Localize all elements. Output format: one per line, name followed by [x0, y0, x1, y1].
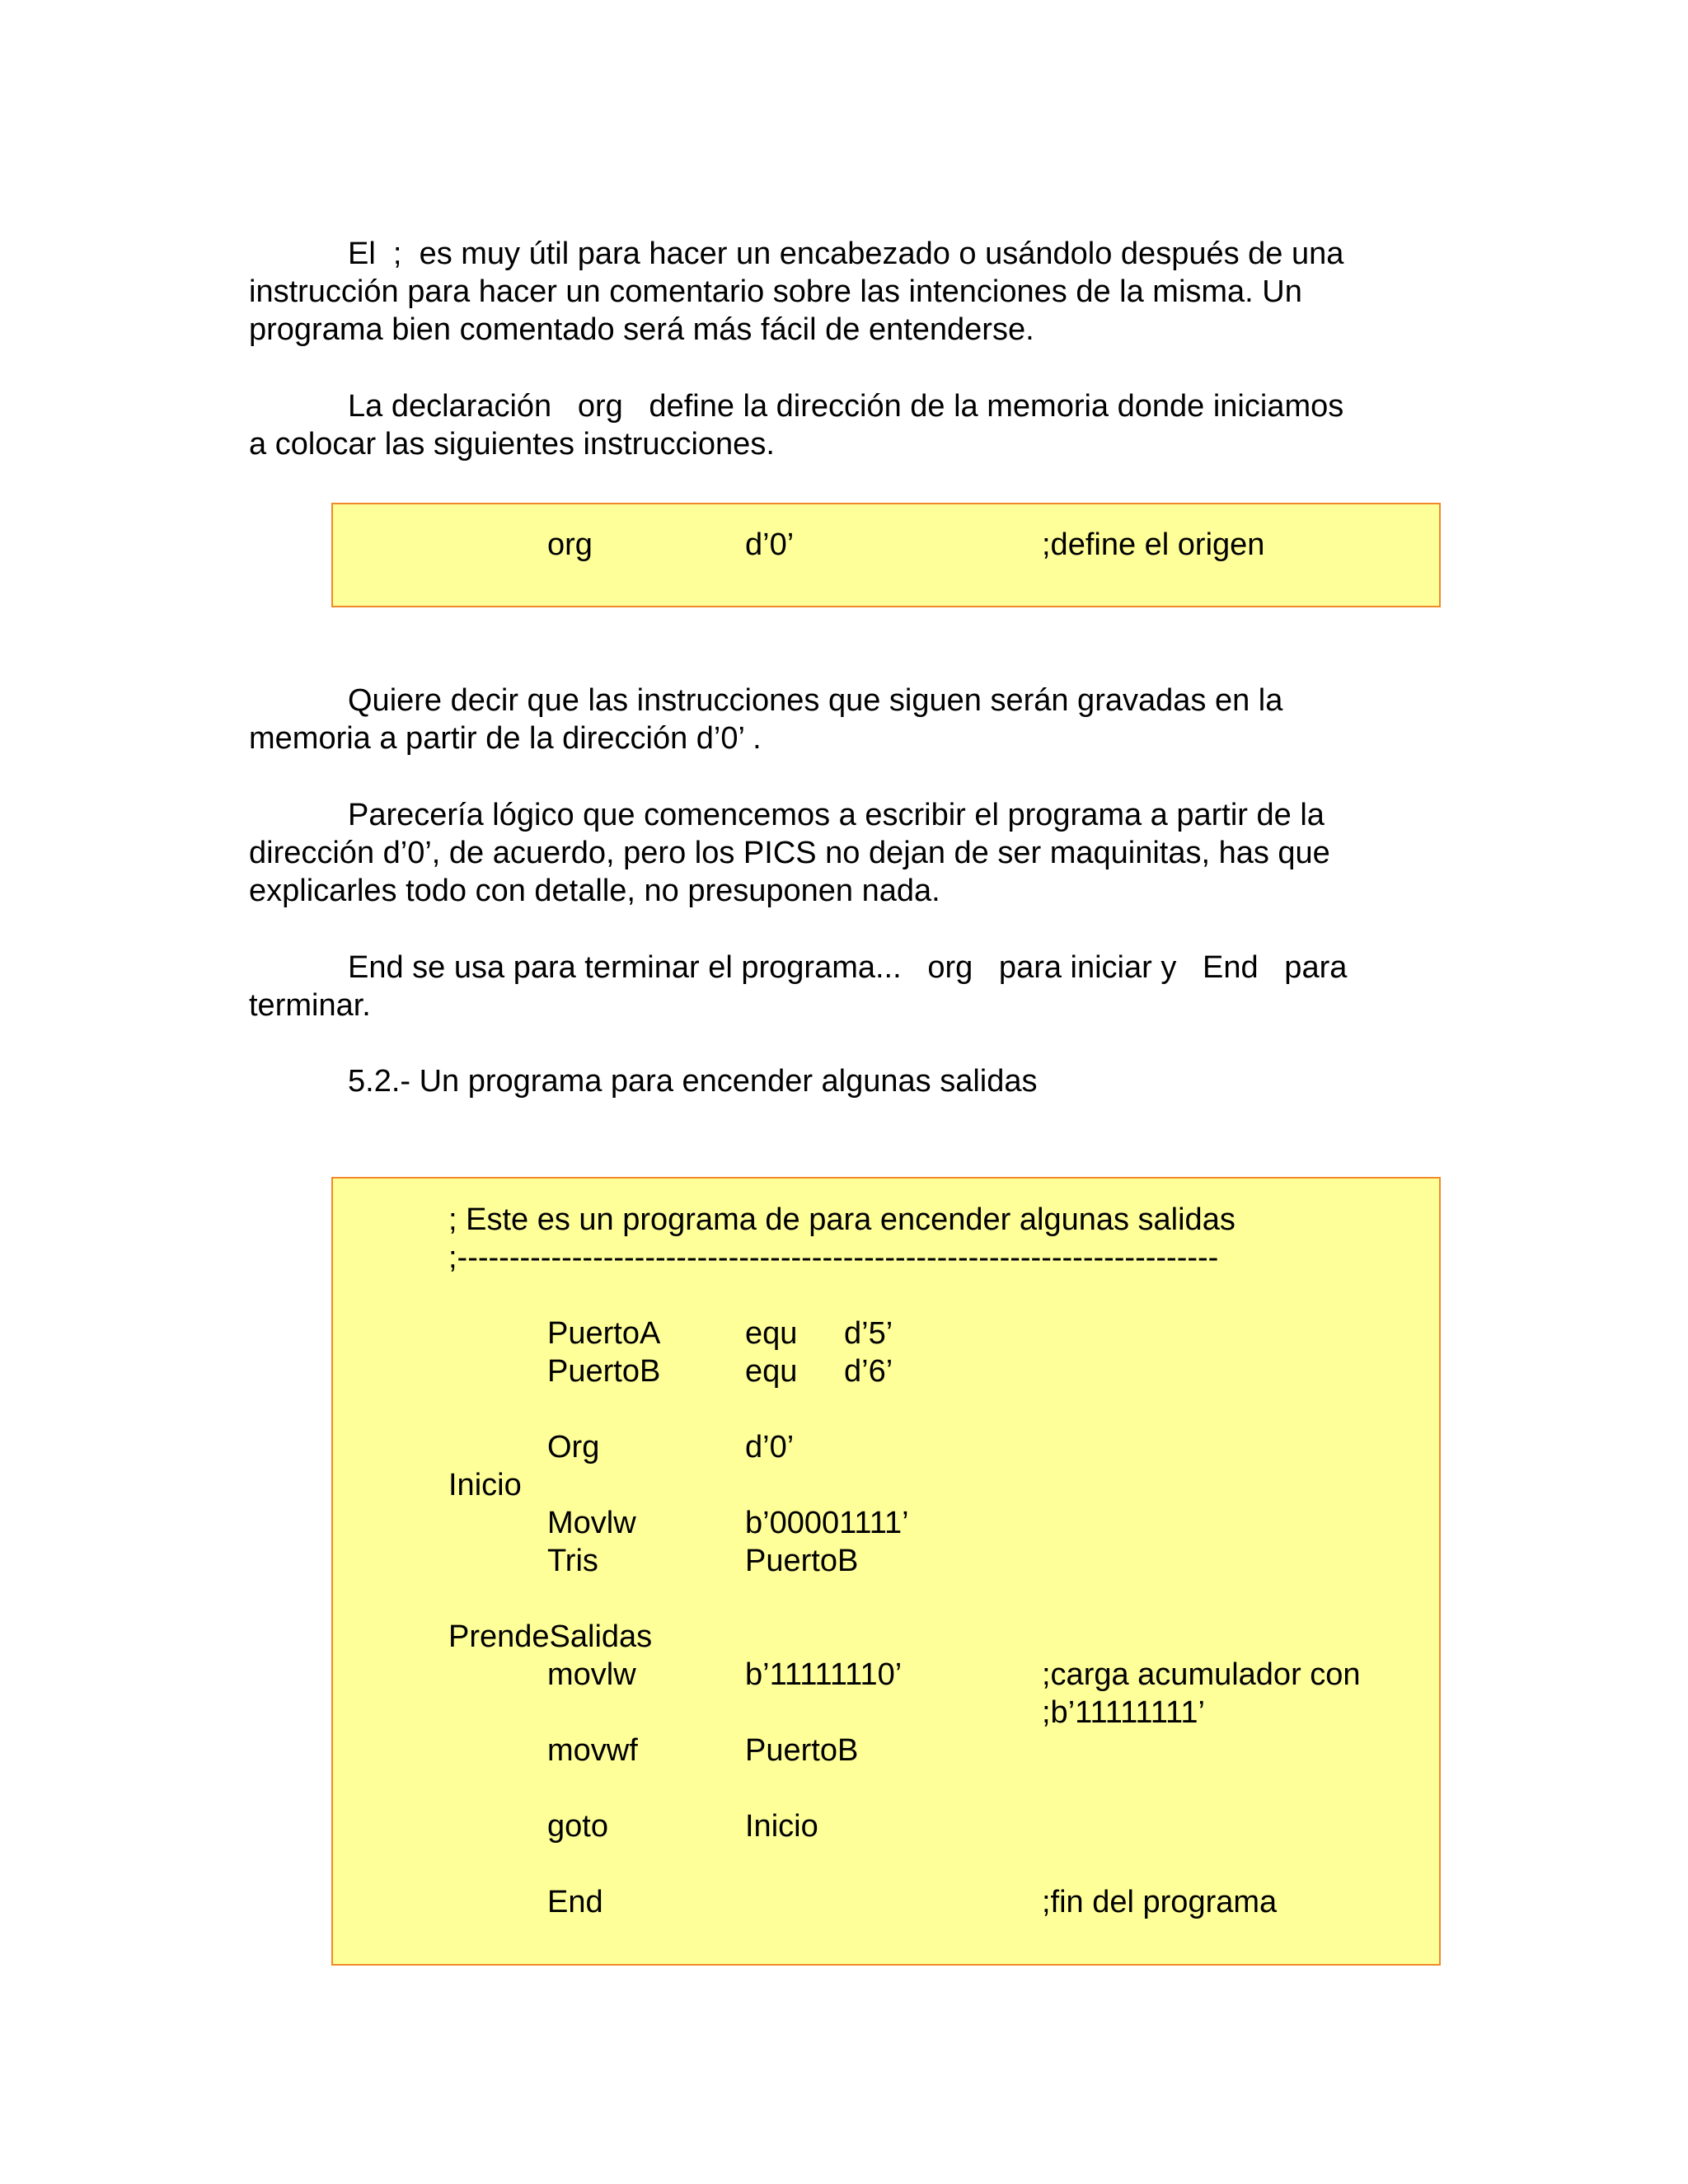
code-operand: PuertoB [745, 1733, 859, 1768]
paragraph-line: dirección d’0’, de acuerdo, pero los PICS no dejan de ser maquinitas, has que [249, 836, 1330, 870]
code-instruction: equ [745, 1316, 798, 1351]
code-instruction: Tris [547, 1544, 598, 1578]
paragraph-line: End se usa para terminar el programa... org para iniciar y End para [348, 950, 1348, 985]
paragraph-line: Parecería lógico que comencemos a escribir el programa a partir de la [348, 798, 1325, 832]
code-operand: PuertoB [745, 1544, 859, 1578]
paragraph-memory-address [249, 682, 1419, 757]
code-instruction: End [547, 1885, 603, 1919]
code-comment-header: ; Este es un programa de para encender algunas salidas [448, 1202, 1236, 1237]
code-instruction: Org [547, 1430, 600, 1465]
code-instruction: movwf [547, 1733, 638, 1768]
paragraph-line: instrucción para hacer un comentario sobre las intenciones de la misma. Un [249, 274, 1302, 309]
paragraph-line: explicarles todo con detalle, no presuponen nada. [249, 874, 940, 908]
code-instruction: movlw [547, 1657, 636, 1692]
paragraph-end-usage [249, 949, 1419, 1024]
code-label-puertob: PuertoB [547, 1354, 661, 1389]
paragraph-line: Quiere decir que las instrucciones que siguen serán gravadas en la [348, 683, 1283, 718]
code-operand: d’5’ [844, 1316, 893, 1351]
code-label-inicio: Inicio [448, 1468, 522, 1502]
code-separator: ;------------------------------------------------------------------------- [448, 1240, 1219, 1275]
code-operand: d’6’ [844, 1354, 893, 1389]
paragraph-line: La declaración org define la dirección de la memoria donde iniciamos [348, 389, 1344, 424]
code-instruction: equ [745, 1354, 798, 1389]
code-instruction: goto [547, 1809, 608, 1844]
paragraph-pics-detail [249, 796, 1419, 910]
code-box-program [331, 1177, 1441, 1966]
section-heading: 5.2.- Un programa para encender algunas salidas [348, 1064, 1038, 1099]
code-operand: b’11111110’ [745, 1657, 903, 1692]
paragraph-line: a colocar las siguientes instrucciones. [249, 427, 775, 462]
code-operand: b’00001111’ [745, 1506, 909, 1540]
paragraph-line: programa bien comentado será más fácil de entenderse. [249, 312, 1034, 347]
code-operand: Inicio [745, 1809, 818, 1844]
code-instruction: Movlw [547, 1506, 636, 1540]
code-comment: ;define el origen [1042, 527, 1265, 562]
code-label-prendesalidas: PrendeSalidas [448, 1619, 653, 1654]
paragraph-line: memoria a partir de la dirección d’0’ . [249, 721, 762, 756]
code-instruction: org [547, 527, 593, 562]
code-label-puertoa: PuertoA [547, 1316, 661, 1351]
code-comment: ;b’11111111’ [1042, 1695, 1205, 1730]
paragraph-line: terminar. [249, 988, 371, 1023]
paragraph-org-declaration [249, 387, 1419, 463]
code-comment: ;carga acumulador con [1042, 1657, 1361, 1692]
code-box-org [331, 503, 1441, 607]
code-operand: d’0’ [745, 527, 795, 562]
paragraph-semicolon-comment [249, 235, 1419, 349]
code-comment: ;fin del programa [1042, 1885, 1278, 1919]
code-operand: d’0’ [745, 1430, 795, 1465]
paragraph-line: El ; es muy útil para hacer un encabezado o usándolo después de una [348, 237, 1344, 271]
